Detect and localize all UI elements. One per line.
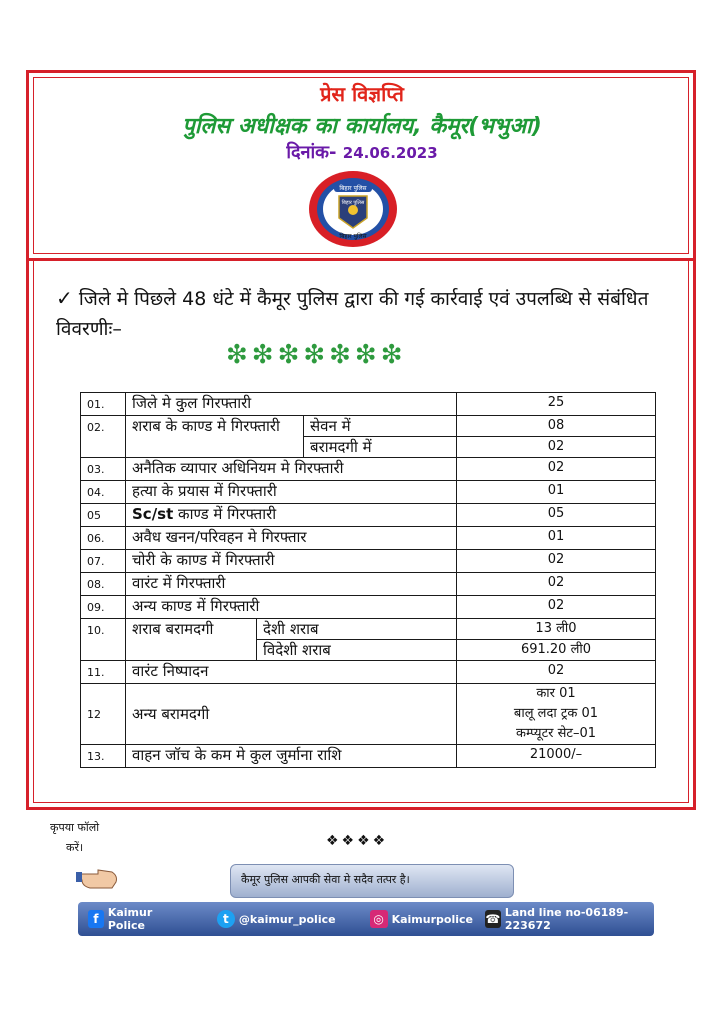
svg-text:बिहार पुलिस: बिहार पुलिस — [339, 233, 367, 240]
row-label-text: काण्ड में गिरफ्तारी — [173, 505, 277, 523]
office-title: पुलिस अधीक्षक का कार्यालय, कैमूर(भभुआ) — [182, 114, 542, 139]
row-number: 08. — [81, 573, 126, 596]
row-value: 02 — [457, 573, 656, 596]
row-number: 07. — [81, 550, 126, 573]
instagram-link[interactable] — [370, 910, 473, 928]
row-value: 02 — [457, 661, 656, 684]
recovery-item: कम्प्यूटर सेट–01 — [516, 726, 596, 741]
service-banner: कैमूर पुलिस आपकी सेवा मे सदैव तत्पर है। — [230, 864, 514, 898]
social-media-bar — [78, 902, 654, 936]
pointing-hand-icon — [76, 862, 120, 892]
checkmark-icon: ✓ — [56, 286, 73, 310]
press-release-title: प्रेस विज्ञप्ति — [320, 82, 404, 106]
row-value: 01 — [457, 481, 656, 504]
svg-text:बिहार पुलिस: बिहार पुलिस — [341, 200, 365, 206]
table-row — [81, 684, 656, 745]
row-label: अन्य काण्ड में गिरफ्तारी — [126, 596, 457, 619]
table-row — [81, 393, 656, 416]
row-label: वाहन जॉच के कम मे कुल जुर्माना राशि — [126, 745, 457, 768]
recovery-item: कार 01 — [536, 686, 576, 701]
twitter-link[interactable] — [217, 910, 336, 928]
table-row — [81, 573, 656, 596]
star-divider: ❇❇❇❇❇❇❇ — [226, 340, 407, 370]
sub-label: सेवन में — [304, 416, 457, 437]
row-number: 05 — [81, 504, 126, 527]
row-label: जिले मे कुल गिरफ्तारी — [126, 393, 457, 416]
row-label: अनैतिक व्यापार अधिनियम मे गिरफ्तारी — [126, 458, 457, 481]
row-value: 02 — [457, 458, 656, 481]
row-label: वारंट में गिरफ्तारी — [126, 573, 457, 596]
row-number: 04. — [81, 481, 126, 504]
row-value: 02 — [457, 596, 656, 619]
bihar-police-logo — [306, 168, 400, 250]
row-number: 06. — [81, 527, 126, 550]
row-label: वारंट निष्पादन — [126, 661, 457, 684]
date-line — [0, 140, 724, 164]
table-row — [81, 745, 656, 768]
row-label: शराब बरामदगी — [126, 619, 257, 661]
row-number: 12 — [81, 684, 126, 745]
sub-label: बरामदगी में — [304, 437, 457, 458]
sub-label: विदेशी शराब — [257, 640, 457, 661]
row-value: 13 ली0 — [457, 619, 656, 640]
row-number: 03. — [81, 458, 126, 481]
facebook-link[interactable] — [88, 906, 183, 932]
row-number: 11. — [81, 661, 126, 684]
follow-note — [50, 818, 130, 858]
date-value: 24.06.2023 — [342, 144, 438, 162]
follow-line-2: करें। — [66, 841, 84, 854]
row-label: अवैध खनन/परिवहन मे गिरफ्तार — [126, 527, 457, 550]
follow-line-1: कृपया फॉलो — [50, 821, 100, 834]
intro-sentence: जिले मे पिछले 48 धंटे में कैमूर पुलिस द्वारा की गई कार्रवाई एवं उपलब्धि से संबंधित विवरणीः– — [56, 288, 649, 340]
row-value: 02 — [457, 437, 656, 458]
row-value: 25 — [457, 393, 656, 416]
date-label: दिनांक- — [286, 142, 337, 163]
table-row — [81, 481, 656, 504]
row-label — [126, 504, 457, 527]
instagram-label: Kaimurpolice — [391, 912, 473, 926]
row-label: शराब के काण्ड मे गिरफ्तारी — [126, 416, 304, 458]
row-number: 10. — [81, 619, 126, 661]
landline-link[interactable] — [485, 906, 654, 932]
row-value: 21000/– — [457, 745, 656, 768]
row-label: चोरी के काण्ड में गिरफ्तारी — [126, 550, 457, 573]
facebook-label: Kaimur Police — [107, 906, 153, 932]
table-row — [81, 550, 656, 573]
row-value: 01 — [457, 527, 656, 550]
intro-text — [56, 283, 676, 344]
twitter-icon: t — [217, 910, 235, 928]
landline-label: Land line no-06189-223672 — [504, 906, 629, 932]
row-number: 13. — [81, 745, 126, 768]
row-value: 05 — [457, 504, 656, 527]
row-value: 08 — [457, 416, 656, 437]
phone-icon: ☎ — [485, 912, 501, 926]
row-number: 01. — [81, 393, 126, 416]
diamond-divider: ❖❖❖❖ — [326, 833, 389, 849]
table-row — [81, 458, 656, 481]
facebook-icon: f — [88, 910, 104, 928]
table-row — [81, 661, 656, 684]
instagram-icon: ◎ — [370, 910, 388, 928]
table-row — [81, 596, 656, 619]
svg-text:बिहार पुलिस: बिहार पुलिस — [339, 185, 367, 192]
table-row — [81, 527, 656, 550]
row-values — [457, 684, 656, 745]
row-value: 691.20 ली0 — [457, 640, 656, 661]
recovery-item: बालू लदा ट्रक 01 — [513, 706, 599, 721]
row-label: अन्य बरामदगी — [126, 684, 457, 745]
arrest-summary-table — [80, 392, 656, 768]
row-value: 02 — [457, 550, 656, 573]
row-number: 02. — [81, 416, 126, 458]
twitter-label: @kaimur_police — [238, 912, 336, 926]
table-row — [81, 504, 656, 527]
table-row — [81, 619, 656, 640]
row-label: हत्या के प्रयास में गिरफ्तारी — [126, 481, 457, 504]
sub-label: देशी शराब — [257, 619, 457, 640]
row-label-prefix: Sc/st — [132, 505, 174, 523]
table-row — [81, 416, 656, 437]
row-number: 09. — [81, 596, 126, 619]
